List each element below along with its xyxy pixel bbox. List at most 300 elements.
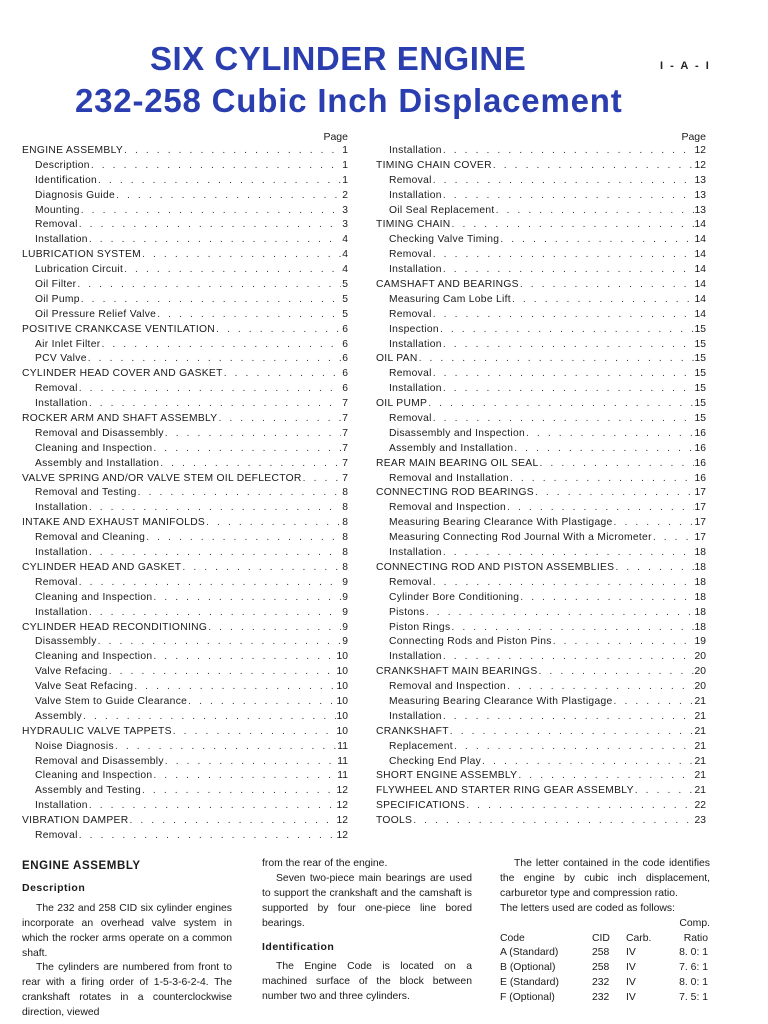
- toc-entry-label: Valve Stem to Guide Clearance: [35, 695, 188, 707]
- toc-entry-page: 12: [694, 159, 706, 171]
- toc-entry: [22, 263, 348, 278]
- toc-entry: [376, 263, 706, 278]
- toc-entry-page: 8: [342, 547, 348, 559]
- toc-entry-page: 12: [336, 800, 348, 812]
- toc-entry: [22, 367, 348, 382]
- toc-entry-label: PCV Valve: [35, 353, 87, 365]
- toc-entry-label: Measuring Cam Lobe Lift: [389, 293, 511, 305]
- toc-entry-label: Diagnosis Guide: [35, 189, 116, 201]
- table-header-row: [500, 932, 710, 947]
- toc-entry-label: Identification: [35, 174, 98, 186]
- cell-cid: 258: [592, 962, 610, 974]
- toc-leader-dots: [101, 338, 341, 353]
- toc-entry: [22, 591, 348, 606]
- toc-leader-dots: [89, 501, 341, 516]
- toc-entry-label: Cleaning and Inspection: [35, 770, 153, 782]
- toc-entry-label: Assembly and Installation: [389, 442, 514, 454]
- toc-entry-page: 21: [694, 755, 706, 767]
- header-cid: CID: [592, 932, 610, 944]
- toc-leader-dots: [216, 323, 341, 338]
- toc-entry-page: 18: [694, 561, 706, 573]
- toc-entry: [22, 218, 348, 233]
- toc-entry-page: 21: [694, 695, 706, 707]
- toc-entry: [22, 621, 348, 636]
- toc-leader-dots: [507, 680, 693, 695]
- toc-entry-page: 21: [694, 725, 706, 737]
- paragraph: Seven two-piece main bearings are used to support the crankshaft and the camshaft is supported by four one-piece line bored bearings.: [262, 872, 472, 929]
- toc-entry-page: 12: [336, 829, 348, 841]
- toc-entry: [376, 621, 706, 636]
- engine-code-table: [500, 917, 710, 1006]
- toc-entry-label: Connecting Rods and Piston Pins: [389, 636, 552, 648]
- toc-leader-dots: [303, 472, 342, 487]
- toc-leader-dots: [443, 382, 694, 397]
- toc-leader-dots: [83, 710, 335, 725]
- toc-entry-page: 1: [342, 145, 348, 156]
- toc-entry-label: CYLINDER HEAD COVER AND GASKET: [22, 368, 223, 380]
- toc-entry: [22, 382, 348, 397]
- toc-entry-label: INTAKE AND EXHAUST MANIFOLDS: [22, 517, 206, 529]
- cell-carb: IV: [626, 947, 636, 959]
- toc-entry-label: LUBRICATION SYSTEM: [22, 249, 142, 261]
- toc-entry-label: Disassembly and Inspection: [389, 427, 526, 439]
- toc-leader-dots: [134, 680, 335, 695]
- toc-entry: [22, 665, 348, 680]
- page-identifier: I - A - I: [660, 60, 711, 72]
- toc-entry-page: 10: [336, 710, 348, 722]
- toc-leader-dots: [182, 561, 341, 576]
- body-column-3: [500, 857, 710, 1006]
- toc-leader-dots: [433, 412, 694, 427]
- toc-entry: [22, 755, 348, 770]
- toc-entry-page: 5: [342, 293, 348, 305]
- toc-entry-label: Installation: [389, 651, 442, 663]
- cell-ratio: 7. 5: 1: [679, 992, 708, 1004]
- cell-carb: IV: [626, 977, 636, 989]
- toc-leader-dots: [419, 352, 694, 367]
- toc-leader-dots: [142, 784, 336, 799]
- toc-entry: [22, 546, 348, 561]
- toc-leader-dots: [124, 144, 341, 159]
- paragraph: from the rear of the engine.: [262, 858, 388, 869]
- toc-entry-label: Assembly and Testing: [35, 785, 141, 797]
- toc-entry-page: 8: [342, 561, 348, 573]
- toc-leader-dots: [653, 531, 694, 546]
- toc-entry-label: OIL PUMP: [376, 398, 428, 410]
- cell-code: E (Standard): [500, 977, 559, 989]
- toc-entry: [22, 561, 348, 576]
- page-subtitle: 232-258 Cubic Inch Displacement: [75, 82, 623, 119]
- toc-entry-page: 21: [694, 770, 706, 782]
- toc-entry-label: Cleaning and Inspection: [35, 442, 153, 454]
- cell-ratio: 7. 6: 1: [679, 962, 708, 974]
- toc-entry-page: 9: [342, 576, 348, 588]
- toc-leader-dots: [160, 457, 341, 472]
- toc-entry: [376, 740, 706, 755]
- toc-leader-dots: [79, 576, 342, 591]
- toc-entry-page: 17: [694, 532, 706, 544]
- toc-entry-label: Installation: [389, 145, 442, 156]
- paragraph: The cylinders are numbered from front to rear with a firing order of 1-5-3-6-2-4. The crankshaft rotates in a counterclockwise direction, viewed: [22, 962, 232, 1019]
- toc-leader-dots: [188, 695, 335, 710]
- toc-entry-label: Description: [35, 159, 90, 171]
- toc-entry-label: FLYWHEEL AND STARTER RING GEAR ASSEMBLY: [376, 785, 634, 797]
- toc-entry-page: 2: [342, 189, 348, 201]
- toc-leader-dots: [510, 472, 694, 487]
- toc-entry-page: 9: [342, 606, 348, 618]
- header-code: Code: [500, 932, 525, 944]
- toc-leader-dots: [553, 635, 694, 650]
- toc-entry: [376, 457, 706, 472]
- toc-entry-label: CONNECTING ROD AND PISTON ASSEMBLIES: [376, 561, 615, 573]
- toc-entry: [376, 382, 706, 397]
- toc-leader-dots: [466, 799, 693, 814]
- toc-entry-page: 6: [342, 383, 348, 395]
- cell-ratio: 8. 0: 1: [679, 977, 708, 989]
- toc-entry-label: Removal and Disassembly: [35, 427, 164, 439]
- toc-entry: [376, 367, 706, 382]
- toc-entry-label: Installation: [389, 264, 442, 276]
- toc-entry: [22, 695, 348, 710]
- toc-entry-page: 13: [694, 174, 706, 186]
- toc-entry-page: 17: [694, 487, 706, 499]
- toc-leader-dots: [518, 769, 693, 784]
- toc-entry-page: 12: [694, 145, 706, 156]
- toc-leader-dots: [433, 576, 694, 591]
- toc-entry-label: Removal: [35, 219, 78, 231]
- toc-entry-label: Removal: [389, 576, 432, 588]
- toc-leader-dots: [615, 561, 693, 576]
- toc-entry-label: Installation: [35, 502, 88, 514]
- toc-entry-page: 18: [694, 576, 706, 588]
- toc-entry-label: Measuring Bearing Clearance With Plastigage: [389, 695, 613, 707]
- toc-entry: [22, 427, 348, 442]
- toc-entry-page: 6: [342, 323, 348, 335]
- toc-entry-label: Noise Diagnosis: [35, 740, 114, 752]
- toc-entry: [376, 486, 706, 501]
- toc-entry-page: 10: [336, 725, 348, 737]
- toc-entry-page: 12: [336, 815, 348, 827]
- toc-entry: [376, 293, 706, 308]
- toc-entry-page: 7: [342, 413, 348, 425]
- toc-leader-dots: [79, 829, 336, 844]
- body-column-1: [22, 857, 232, 1021]
- toc-leader-dots: [635, 784, 694, 799]
- subheading: Identification: [262, 940, 335, 953]
- toc-entry-page: 6: [342, 338, 348, 350]
- toc-leader-dots: [89, 799, 336, 814]
- toc-entry-label: Removal and Disassembly: [35, 755, 164, 767]
- toc-leader-dots: [79, 382, 342, 397]
- toc-entry-page: 7: [342, 427, 348, 439]
- toc-leader-dots: [433, 308, 694, 323]
- toc-leader-dots: [539, 457, 693, 472]
- toc-entry-page: 7: [342, 472, 348, 484]
- cell-carb: IV: [626, 992, 636, 1004]
- toc-leader-dots: [81, 204, 342, 219]
- toc-entry: [376, 397, 706, 412]
- section-heading: ENGINE ASSEMBLY: [22, 860, 141, 872]
- toc-entry-label: Removal: [389, 413, 432, 425]
- toc-entry: [22, 501, 348, 516]
- toc-entry: [22, 189, 348, 204]
- toc-leader-dots: [77, 278, 341, 293]
- toc-entry-label: ROCKER ARM AND SHAFT ASSEMBLY: [22, 413, 218, 425]
- toc-entry-page: 14: [694, 308, 706, 320]
- subheading: Description: [22, 881, 86, 894]
- toc-entry-page: 11: [337, 770, 348, 782]
- toc-entry-label: Cleaning and Inspection: [35, 591, 153, 603]
- table-row: [500, 946, 710, 961]
- toc-leader-dots: [98, 635, 342, 650]
- toc-entry: [376, 516, 706, 531]
- toc-entry-page: 15: [694, 353, 706, 365]
- toc-entry-label: Valve Seat Refacing: [35, 681, 134, 693]
- toc-leader-dots: [443, 263, 694, 278]
- toc-entry: [376, 665, 706, 680]
- toc-entry-page: 4: [342, 249, 348, 261]
- toc-entry: [22, 204, 348, 219]
- toc-entry: [376, 352, 706, 367]
- toc-entry-page: 23: [694, 815, 706, 827]
- toc-entry-label: CYLINDER HEAD RECONDITIONING: [22, 621, 208, 633]
- cell-cid: 232: [592, 992, 610, 1004]
- toc-entry: [376, 472, 706, 487]
- toc-entry-label: Installation: [389, 547, 442, 559]
- toc-entry-label: Removal and Installation: [389, 472, 509, 484]
- toc-entry: [22, 814, 348, 829]
- toc-leader-dots: [614, 695, 694, 710]
- toc-entry: [22, 174, 348, 189]
- toc-entry: [376, 591, 706, 606]
- toc-entry-label: HYDRAULIC VALVE TAPPETS: [22, 725, 172, 737]
- toc-entry-page: 12: [336, 785, 348, 797]
- toc-entry-page: 22: [694, 800, 706, 812]
- toc-entry-label: Removal: [389, 249, 432, 261]
- toc-leader-dots: [224, 367, 342, 382]
- toc-leader-dots: [507, 501, 693, 516]
- toc-entry-page: 5: [342, 308, 348, 320]
- toc-entry-label: Removal and Inspection: [389, 681, 507, 693]
- toc-entry-label: Assembly: [35, 710, 83, 722]
- toc-entry: [376, 159, 706, 174]
- toc-entry: [22, 740, 348, 755]
- toc-entry-label: REAR MAIN BEARING OIL SEAL: [376, 457, 539, 469]
- toc-entry: [376, 635, 706, 650]
- toc-entry-page: 21: [694, 710, 706, 722]
- toc-entry-page: 7: [342, 442, 348, 454]
- toc-entry-page: 6: [342, 368, 348, 380]
- toc-entry-label: Installation: [389, 383, 442, 395]
- toc-entry: [376, 680, 706, 695]
- toc-entry-page: 21: [694, 785, 706, 797]
- toc-entry-page: 9: [342, 591, 348, 603]
- toc-entry-page: 17: [694, 502, 706, 514]
- toc-entry: [376, 784, 706, 799]
- toc-entry-page: 9: [342, 636, 348, 648]
- toc-leader-dots: [443, 189, 694, 204]
- toc-entry-label: Cylinder Bore Conditioning: [389, 591, 520, 603]
- toc-entry-label: ENGINE ASSEMBLY: [22, 145, 124, 156]
- toc-leader-dots: [539, 665, 694, 680]
- toc-entry: [376, 248, 706, 263]
- toc-leader-dots: [89, 233, 341, 248]
- toc-entry-page: 20: [694, 651, 706, 663]
- toc-entry-label: Installation: [35, 234, 88, 246]
- toc-entry-page: 16: [694, 457, 706, 469]
- toc-leader-dots: [129, 814, 335, 829]
- toc-entry-label: Removal and Testing: [35, 487, 137, 499]
- toc-entry-page: 15: [694, 323, 706, 335]
- toc-entry: [376, 218, 706, 233]
- toc-entry-label: Pistons: [389, 606, 425, 618]
- toc-leader-dots: [206, 516, 341, 531]
- toc-entry-label: TIMING CHAIN: [376, 219, 451, 231]
- toc-entry-page: 20: [694, 666, 706, 678]
- toc-entry-label: Checking End Play: [389, 755, 482, 767]
- toc-entry-page: 10: [336, 666, 348, 678]
- toc-entry: [376, 323, 706, 338]
- toc-entry: [376, 308, 706, 323]
- toc-entry: [22, 799, 348, 814]
- toc-entry: [22, 352, 348, 367]
- toc-entry-label: Disassembly: [35, 636, 97, 648]
- toc-right-column: [376, 130, 706, 829]
- body-column-2: [262, 857, 472, 1005]
- toc-entry-label: Valve Refacing: [35, 666, 108, 678]
- toc-entry-label: Mounting: [35, 204, 80, 216]
- toc-entry-label: Installation: [35, 606, 88, 618]
- toc-entry-page: 9: [342, 621, 348, 633]
- toc-entry-page: 17: [694, 517, 706, 529]
- toc-entry: [376, 204, 706, 219]
- toc-entry-label: Lubrication Circuit: [35, 264, 124, 276]
- cell-code: A (Standard): [500, 947, 559, 959]
- toc-entry-label: Removal: [35, 383, 78, 395]
- toc-entry: [22, 472, 348, 487]
- toc-leader-dots: [208, 621, 341, 636]
- toc-entry: [22, 308, 348, 323]
- toc-entry-page: 13: [694, 204, 706, 216]
- cell-code: F (Optional): [500, 992, 555, 1004]
- toc-entry: [376, 561, 706, 576]
- toc-entry-page: 4: [342, 264, 348, 276]
- toc-entry-page: 14: [694, 219, 706, 231]
- toc-entry: [22, 486, 348, 501]
- toc-entry: [22, 725, 348, 740]
- page-title: SIX CYLINDER ENGINE: [150, 40, 527, 77]
- toc-entry-label: Removal: [389, 308, 432, 320]
- toc-entry: [22, 457, 348, 472]
- toc-entry-label: Inspection: [389, 323, 439, 335]
- toc-leader-dots: [138, 486, 342, 501]
- toc-leader-dots: [443, 338, 694, 353]
- toc-entry-label: Removal: [35, 576, 78, 588]
- toc-leader-dots: [165, 755, 337, 770]
- toc-entry: [22, 233, 348, 248]
- toc-entry: [22, 442, 348, 457]
- toc-entry-label: CAMSHAFT AND BEARINGS: [376, 279, 519, 291]
- toc-leader-dots: [520, 278, 694, 293]
- toc-entry-page: 1: [342, 174, 348, 186]
- toc-entry: [22, 159, 348, 174]
- toc-leader-dots: [116, 189, 341, 204]
- toc-entry-label: Oil Seal Replacement: [389, 204, 495, 216]
- toc-entry-page: 6: [342, 353, 348, 365]
- toc-entry-label: VALVE SPRING AND/OR VALVE STEM OIL DEFLECTOR: [22, 472, 302, 484]
- toc-left-column: [22, 130, 348, 844]
- paragraph: The letter contained in the code identifies the engine by cubic inch displacement, carburetor type and compression ratio.: [500, 858, 710, 899]
- toc-entry-page: 13: [694, 189, 706, 201]
- toc-leader-dots: [98, 174, 341, 189]
- toc-entry-page: 21: [694, 740, 706, 752]
- toc-entry-page: 10: [336, 695, 348, 707]
- toc-entry: [22, 278, 348, 293]
- toc-leader-dots: [88, 352, 342, 367]
- toc-entry-page: 8: [342, 532, 348, 544]
- toc-leader-dots: [165, 427, 341, 442]
- toc-entry-label: Installation: [389, 338, 442, 350]
- toc-entry-page: 8: [342, 502, 348, 514]
- toc-leader-dots: [146, 531, 341, 546]
- toc-entry-label: Cleaning and Inspection: [35, 651, 153, 663]
- toc-entry-page: 16: [694, 442, 706, 454]
- toc-leader-dots: [450, 725, 694, 740]
- toc-entry: [376, 278, 706, 293]
- toc-entry-page: 8: [342, 487, 348, 499]
- toc-leader-dots: [520, 591, 693, 606]
- toc-entry: [22, 710, 348, 725]
- toc-leader-dots: [535, 486, 694, 501]
- toc-entry-label: Piston Rings: [389, 621, 451, 633]
- toc-entry-label: TOOLS: [376, 815, 413, 827]
- toc-entry-page: 7: [342, 457, 348, 469]
- toc-leader-dots: [514, 442, 693, 457]
- toc-entry: [22, 606, 348, 621]
- toc-leader-dots: [493, 159, 694, 174]
- toc-entry: [376, 695, 706, 710]
- toc-entry: [22, 769, 348, 784]
- toc-leader-dots: [451, 621, 693, 636]
- toc-entry: [22, 293, 348, 308]
- toc-entry-label: Assembly and Installation: [35, 457, 160, 469]
- toc-entry-label: CONNECTING ROD BEARINGS: [376, 487, 534, 499]
- toc-entry-page: 15: [694, 398, 706, 410]
- paragraph: The 232 and 258 CID six cylinder engines incorporate an overhead valve system in which the rocker arms operate on a common shaft.: [22, 902, 232, 959]
- toc-entry-label: Removal: [35, 829, 78, 841]
- toc-leader-dots: [142, 248, 341, 263]
- toc-entry: [376, 412, 706, 427]
- toc-entry: [22, 576, 348, 591]
- toc-page-header: Page: [323, 131, 348, 143]
- toc-entry-page: 3: [342, 219, 348, 231]
- toc-entry: [22, 635, 348, 650]
- toc-entry-label: SPECIFICATIONS: [376, 800, 466, 812]
- toc-leader-dots: [153, 650, 335, 665]
- toc-leader-dots: [443, 710, 694, 725]
- toc-entry: [376, 799, 706, 814]
- toc-entry: [376, 606, 706, 621]
- toc-entry: [376, 650, 706, 665]
- toc-entry: [376, 755, 706, 770]
- table-row: [500, 976, 710, 991]
- toc-entry-page: 10: [336, 651, 348, 663]
- toc-entry-page: 16: [694, 427, 706, 439]
- paragraph: The letters used are coded as follows:: [500, 902, 676, 914]
- toc-entry-label: Removal: [389, 174, 432, 186]
- toc-entry-page: 14: [694, 293, 706, 305]
- toc-entry-page: 18: [694, 591, 706, 603]
